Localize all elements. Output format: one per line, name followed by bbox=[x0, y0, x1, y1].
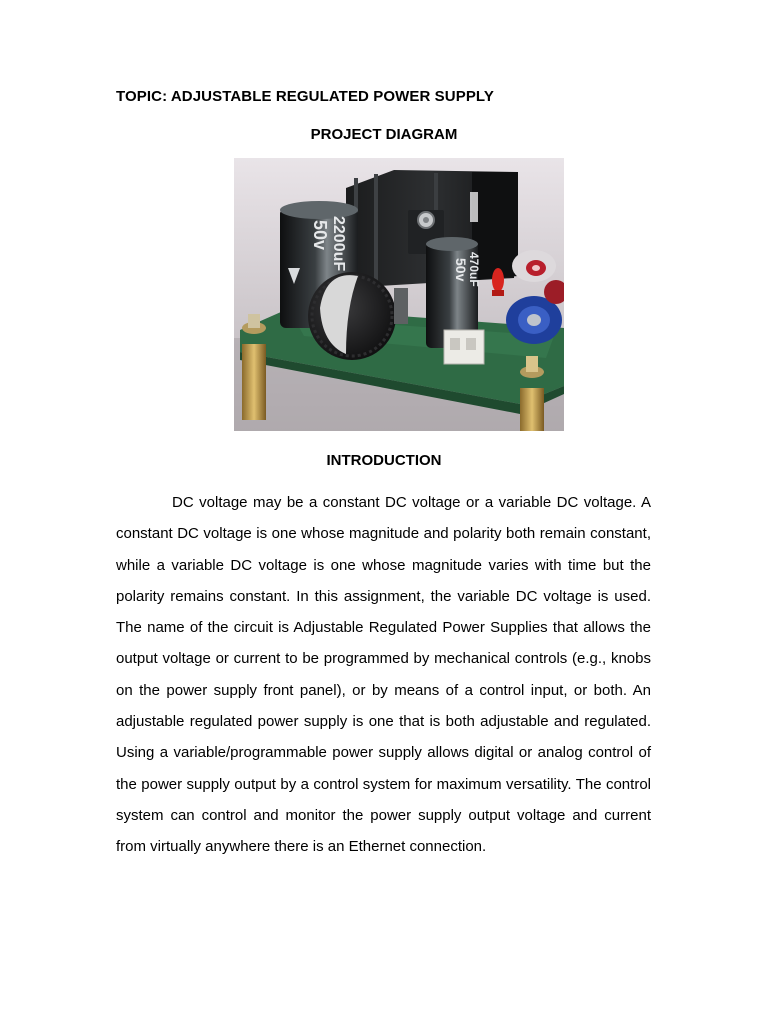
project-diagram-heading: PROJECT DIAGRAM bbox=[310, 126, 458, 143]
power-supply-photo bbox=[234, 158, 564, 431]
introduction-heading: INTRODUCTION bbox=[326, 452, 442, 469]
svg-text:470uF: 470uF bbox=[467, 252, 481, 287]
introduction-paragraph: DC voltage may be a constant DC voltage or a variable DC voltage. A constant DC voltage is one whose magnitude and polarity both remain constant, while a variable DC voltage is one whose magnitude varies with time but the polarity remains constant. In this assignment, the variable DC voltage is used. The name of the circuit is Adjustable Regulated Power Supplies that allows the output voltage or current to be programmed by mechanical controls (e.g., knobs on the power supply front panel), or by means of a control input, or both. An adjustable regulated power supply is one that is both adjustable and regulated. Using a variable/programmable power supply allows digital or analog control of the power supply output by a control system for maximum versatility. The control system can control and monitor the power supply output voltage and current from virtually anywhere there is an Ethernet connection. bbox=[116, 494, 651, 856]
svg-text:2200uF: 2200uF bbox=[330, 216, 347, 272]
svg-text:50v: 50v bbox=[310, 220, 330, 251]
topic-title: TOPIC: ADJUSTABLE REGULATED POWER SUPPLY bbox=[116, 88, 494, 105]
svg-text:50v: 50v bbox=[453, 258, 469, 282]
